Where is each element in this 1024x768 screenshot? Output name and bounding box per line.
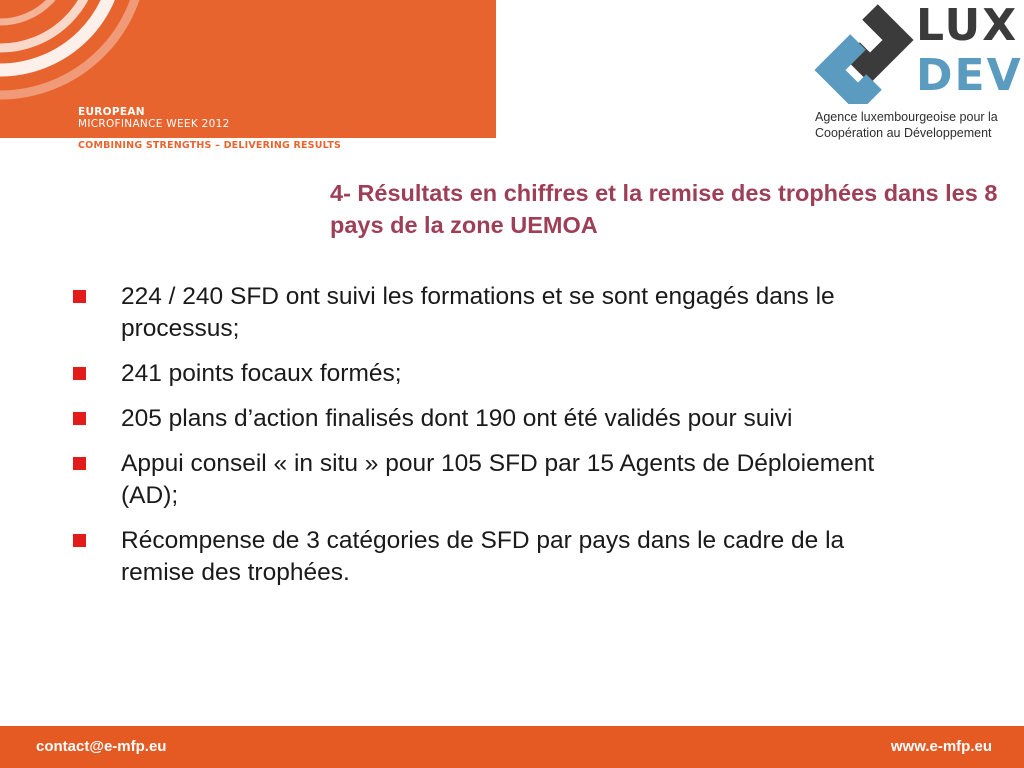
event-name-line2: MICROFINANCE WEEK 2012 [78, 118, 230, 130]
bullet-text: 241 points focaux formés; [121, 360, 402, 387]
footer-bar [0, 726, 1024, 768]
bullet-text: 205 plans d’action finalisés dont 190 ont été validés pour suivi [121, 405, 793, 432]
luxdev-logo [812, 0, 1024, 146]
bullet-list [70, 281, 930, 602]
bullet-item [70, 448, 930, 512]
bullet-square-icon [73, 290, 86, 303]
logo-word-lux: LUX [916, 0, 1019, 51]
event-name-line1: EUROPEAN [78, 106, 145, 118]
bullet-text: Appui conseil « in situ » pour 105 SFD par 15 Agents de Déploiement (AD); [121, 450, 875, 509]
slide-title: 4- Résultats en chiffres et la remise des trophées dans les 8 pays de la zone UEMOA [330, 180, 998, 238]
bullet-item [70, 281, 930, 345]
bullet-item [70, 403, 930, 435]
luxdev-emblem-icon [812, 4, 916, 104]
bullet-square-icon [73, 367, 86, 380]
bullet-text: Récompense de 3 catégories de SFD par pays dans le cadre de la remise des trophées. [121, 527, 845, 586]
bullet-square-icon [73, 412, 86, 425]
logo-subtitle-line1: Agence luxembourgeoise pour la [815, 110, 998, 124]
bullet-item [70, 358, 930, 390]
footer-email-link[interactable]: contact@e-mfp.eu [36, 738, 167, 755]
header-banner [0, 0, 496, 138]
bullet-item [70, 525, 930, 589]
bullet-square-icon [73, 534, 86, 547]
bullet-text: 224 / 240 SFD ont suivi les formations et se sont engagés dans le processus; [121, 283, 835, 342]
logo-word-dev: DEV [916, 50, 1023, 101]
logo-subtitle-line2: Coopération au Développement [815, 126, 992, 140]
event-tagline: COMBINING STRENGTHS – DELIVERING RESULTS [78, 140, 342, 151]
bullet-square-icon [73, 457, 86, 470]
footer-website-link[interactable]: www.e-mfp.eu [890, 738, 992, 755]
arc-graphic [0, 0, 200, 110]
